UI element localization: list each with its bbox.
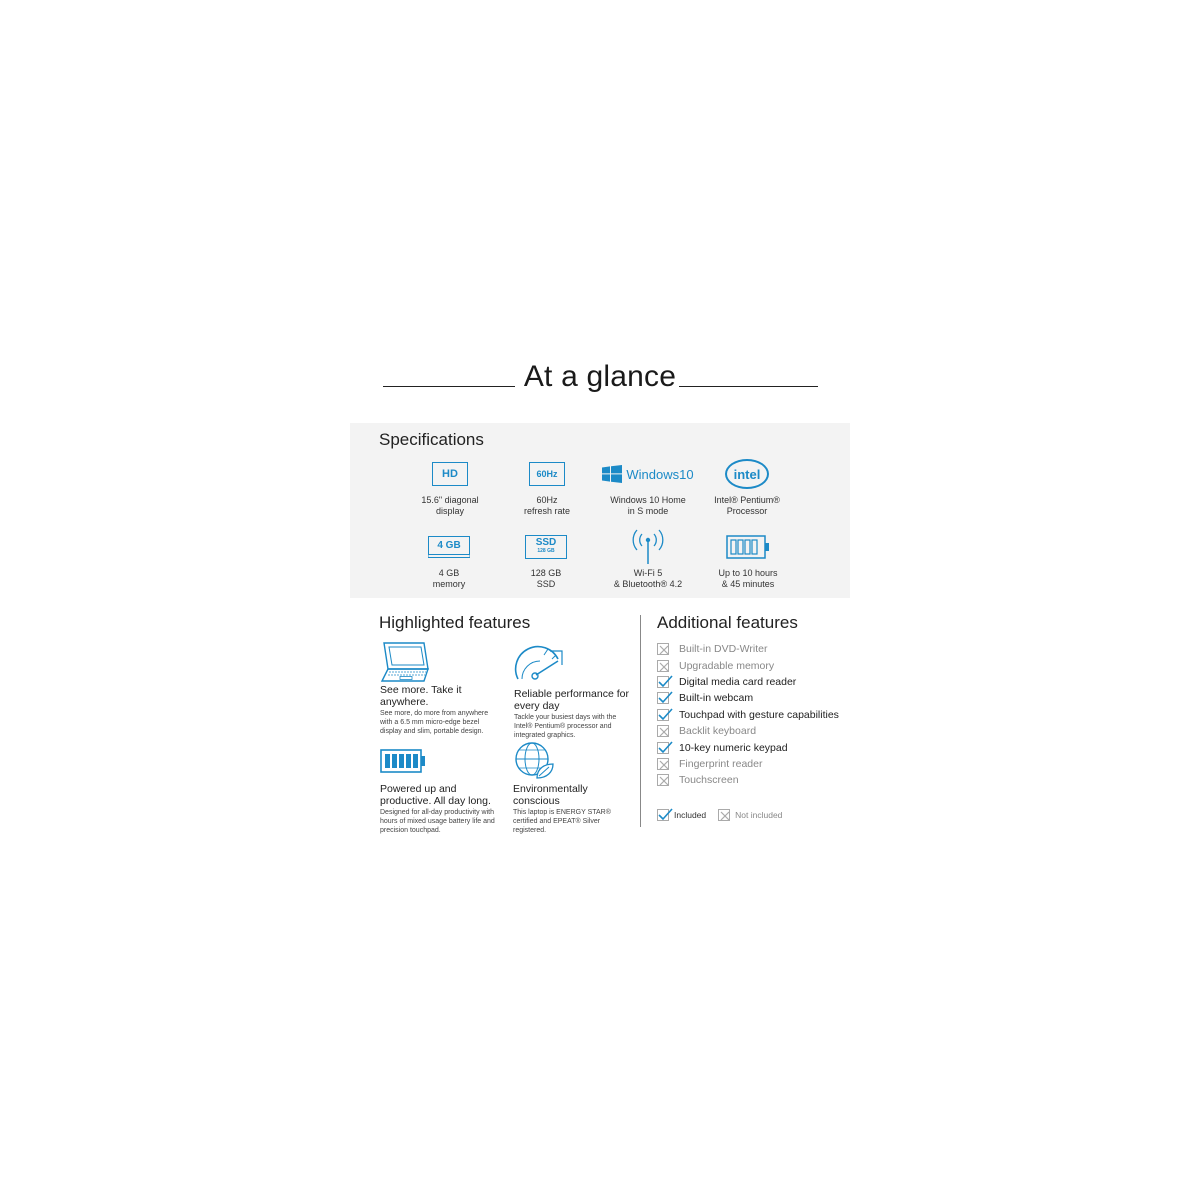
included-check-icon <box>657 692 669 704</box>
ssd-icon: SSD 128 GB <box>525 535 567 559</box>
not-included-icon <box>657 660 669 672</box>
refresh-rate-icon: 60Hz <box>529 462 565 486</box>
legend <box>657 809 794 821</box>
included-check-icon <box>657 709 669 721</box>
spec-refresh-rate: 60Hz 60Hz refresh rate <box>497 456 597 517</box>
list-item: Backlit keyboard <box>657 723 839 739</box>
spec-storage: SSD 128 GB 128 GB SSD <box>496 529 596 590</box>
feature-performance: Reliable performance for every day Tackle your busiest days with the Intel® Pentium® processor and integrated graphics. <box>514 645 634 740</box>
feature-environment: Environmentally conscious This laptop is ENERGY STAR® certified and EPEAT® Silver registered. <box>513 740 633 835</box>
list-item: Fingerprint reader <box>657 756 839 772</box>
legend-included-label: Included <box>674 810 707 820</box>
spec-memory: 4 GB 4 GB memory <box>399 529 499 590</box>
included-check-icon <box>657 676 669 688</box>
list-item: Touchscreen <box>657 772 839 788</box>
spec-display: HD 15.6" diagonal display <box>400 456 500 517</box>
title-rule-right <box>679 386 818 387</box>
additional-features-list <box>657 641 839 789</box>
list-item: Built-in DVD-Writer <box>657 641 839 657</box>
not-included-icon <box>657 643 669 655</box>
not-included-icon <box>657 725 669 737</box>
feature-battery: Powered up and productive. All day long. Designed for all-day productivity with hours of mixed usage battery life and precision touchpad. <box>380 746 500 835</box>
section-divider <box>640 615 641 827</box>
additional-heading: Additional features <box>657 613 798 632</box>
intel-logo-icon: intel <box>725 459 769 489</box>
spec-os: Windows10 Windows 10 Home in S mode <box>598 456 698 517</box>
list-item: Built-in webcam <box>657 690 839 706</box>
spec-wireless: Wi-Fi 5 & Bluetooth® 4.2 <box>598 529 698 590</box>
not-included-icon <box>718 809 730 821</box>
spec-processor: intel Intel® Pentium® Processor <box>697 456 797 517</box>
not-included-icon <box>657 758 669 770</box>
legend-not-included-label: Not included <box>735 810 783 820</box>
list-item: Touchpad with gesture capabilities <box>657 707 839 723</box>
eco-globe-icon <box>513 740 555 782</box>
battery-full-icon <box>380 746 428 776</box>
highlighted-heading: Highlighted features <box>379 613 531 632</box>
included-check-icon <box>657 809 669 821</box>
battery-icon <box>726 534 770 560</box>
wifi-antenna-icon <box>628 529 668 565</box>
not-included-icon <box>657 774 669 786</box>
list-item: 10-key numeric keypad <box>657 739 839 755</box>
speedometer-icon <box>514 645 566 683</box>
specifications-heading: Specifications <box>379 430 484 449</box>
feature-portable: See more. Take it anywhere. See more, do more from anywhere with a 6.5 mm micro-edge bezel display and slim, portable design. <box>380 641 500 736</box>
windows-logo-icon: Windows10 <box>602 465 693 483</box>
spec-battery: Up to 10 hours & 45 minutes <box>698 529 798 590</box>
list-item: Upgradable memory <box>657 657 839 673</box>
included-check-icon <box>657 742 669 754</box>
laptop-icon <box>380 641 432 683</box>
page-title: At a glance <box>523 360 677 393</box>
memory-icon: 4 GB <box>428 536 470 558</box>
list-item: Digital media card reader <box>657 674 839 690</box>
hd-display-icon: HD <box>432 462 468 486</box>
